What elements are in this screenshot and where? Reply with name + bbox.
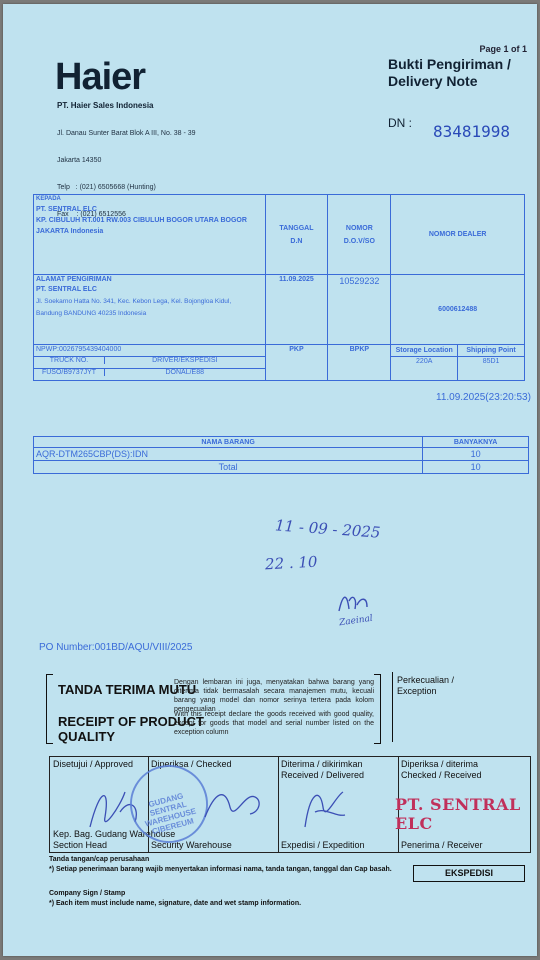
nomor-header bbox=[328, 195, 391, 275]
dealer-number: 6000612488 bbox=[391, 275, 525, 345]
info-table bbox=[33, 194, 525, 381]
left-bracket bbox=[46, 674, 53, 744]
receipt-title-id: TANDA TERIMA MUTU bbox=[58, 682, 197, 697]
driver-label: DRIVER/EKSPEDISI bbox=[152, 357, 218, 364]
total-label: Total bbox=[34, 461, 423, 474]
kepada-label: KEPADA bbox=[36, 196, 61, 202]
storage-location-value: 220A bbox=[391, 357, 458, 381]
checked-label: Diperiksa / Checked bbox=[151, 759, 232, 769]
handwritten-date-2: 22 . 10 bbox=[264, 552, 318, 574]
truck-label: TRUCK NO. bbox=[34, 357, 105, 364]
signature-area bbox=[49, 756, 531, 853]
total-value: 10 bbox=[423, 461, 529, 474]
shipping-cell bbox=[34, 275, 266, 345]
delivered-label: Diterima / dikirimkan Received / Delivered bbox=[281, 759, 365, 780]
recipient-city: JAKARTA Indonesia bbox=[36, 228, 104, 235]
shipping-name: PT. SENTRAL ELC bbox=[36, 286, 97, 293]
approved-label: Disetujui / Approved bbox=[53, 759, 134, 769]
document-title bbox=[388, 56, 511, 90]
company-name: PT. Haier Sales Indonesia bbox=[57, 101, 154, 110]
warehouse-stamp-text: GUDANG SENTRAL WAREHOUSE CIBEREUM bbox=[144, 791, 198, 837]
alamat-label: ALAMAT PENGIRIMAN bbox=[36, 276, 112, 283]
handwritten-name: Zaeinal bbox=[338, 613, 374, 629]
note-title-id: Tanda tangan/cap perusahaan bbox=[49, 856, 150, 863]
shipping-city: Bandung BANDUNG 40235 Indonesia bbox=[36, 310, 147, 317]
dn-value: 83481998 bbox=[433, 122, 511, 141]
signature-delivered-icon bbox=[295, 777, 355, 837]
truck-driver-value-row bbox=[34, 369, 265, 376]
delivered-footer: Expedisi / Expedition bbox=[281, 840, 365, 850]
recipient-cell bbox=[34, 195, 266, 275]
truck-driver-header bbox=[34, 357, 266, 369]
print-timestamp: 11.09.2025(23:20:53) bbox=[436, 392, 531, 403]
dn-label: DN : bbox=[388, 116, 412, 130]
brand-logo: Haier bbox=[55, 56, 146, 98]
dn-date: 11.09.2025 bbox=[265, 275, 328, 345]
receipt-text-en: With this receipt declare the goods received with good quality, except for goods that model and serial number listed on the exception column bbox=[174, 711, 374, 736]
col-quantity: BANYAKNYA bbox=[423, 437, 529, 448]
col-item-name: NAMA BARANG bbox=[34, 437, 423, 448]
address-line: Fax : (021) 6512556 bbox=[57, 211, 126, 218]
order-number: 10529232 bbox=[328, 275, 391, 345]
title-line: Delivery Note bbox=[388, 73, 478, 89]
title-line: Bukti Pengiriman / bbox=[388, 56, 511, 72]
receipt-title-en: RECEIPT OF PRODUCT bbox=[58, 714, 204, 729]
shipping-point-label: Shipping Point bbox=[458, 345, 525, 357]
pkp-label: PKP bbox=[265, 345, 328, 381]
signature-checked-icon bbox=[200, 772, 270, 832]
right-bracket bbox=[374, 674, 381, 744]
recipient-address: KP. CIBULUH RT.001 RW.003 CIBULUH BOGOR UTARA BOGOR bbox=[36, 217, 247, 224]
tanggal-header bbox=[265, 195, 328, 275]
driver-value: DONAL/E88 bbox=[165, 369, 205, 376]
page-number: Page 1 of 1 bbox=[479, 44, 527, 54]
recipient-name: PT. SENTRAL ELC bbox=[36, 206, 97, 213]
tanggal-sub: D.N bbox=[290, 237, 303, 245]
address-line: Jakarta 14350 bbox=[57, 157, 102, 164]
approved-footer: Kep. Bag. Gudang Warehouse Section Head bbox=[53, 829, 176, 850]
note-title-en: Company Sign / Stamp bbox=[49, 890, 126, 897]
received-footer: Penerima / Receiver bbox=[401, 840, 483, 850]
handwritten-date: 11 - 09 - 2025 bbox=[274, 516, 382, 542]
po-number: PO Number:001BD/AQU/VIII/2025 bbox=[39, 642, 193, 653]
shipping-address: Jl. Soekarno Hatta No. 341, Kec. Kebon Lega, Kel. Bojongloa Kidul, bbox=[36, 298, 232, 305]
received-label: Diperiksa / diterima Checked / Received bbox=[401, 759, 482, 780]
company-stamp: PT. SENTRAL ELC bbox=[395, 795, 521, 833]
checked-footer: Security Warehouse bbox=[151, 840, 232, 850]
receipt-text-id: Dengan lembaran ini juga, menyatakan bahwa barang yang diterima tidak bermasalah secara manajemen mutu, kecuali barang yang model dan nomor serinya tertera pada kolom pengecualian bbox=[174, 679, 374, 713]
delivery-note-page bbox=[3, 4, 537, 956]
receipt-title-en-2: QUALITY bbox=[58, 729, 116, 744]
item-name: AQR-DTM265CBP(DS):IDN bbox=[34, 448, 423, 461]
nomor-label: NOMOR bbox=[345, 224, 373, 232]
ekspedisi-box: EKSPEDISI bbox=[413, 865, 525, 882]
nomor-sub: D.O.V/SO bbox=[343, 237, 375, 245]
note-text-id: *) Setiap penerimaan barang wajib menyertakan informasi nama, tanda tangan, tanggal dan Cap basah. bbox=[49, 866, 392, 873]
npwp: NPWP:0026795439404000 bbox=[34, 345, 266, 357]
truck-driver-row bbox=[34, 357, 265, 364]
bpkp-label: BPKP bbox=[328, 345, 391, 381]
storage-location-label: Storage Location bbox=[391, 345, 458, 357]
item-quantity: 10 bbox=[423, 448, 529, 461]
dealer-header: NOMOR DEALER bbox=[391, 195, 525, 275]
tanggal-label: TANGGAL bbox=[279, 224, 314, 232]
items-table bbox=[33, 436, 529, 474]
truck-driver-values bbox=[34, 369, 266, 381]
exception-label: Perkecualian / Exception bbox=[397, 675, 455, 696]
address-line: Jl. Danau Sunter Barat Blok A III, No. 38 - 39 bbox=[57, 130, 196, 137]
quality-receipt-block bbox=[46, 674, 381, 742]
address-line: Telp : (021) 6505668 (Hunting) bbox=[57, 184, 156, 191]
note-text-en: *) Each item must include name, signature, date and wet stamp information. bbox=[49, 900, 302, 907]
exception-box bbox=[392, 672, 529, 742]
handwritten-initial-icon bbox=[333, 589, 373, 617]
truck-value: FUSO/B9737JYT bbox=[34, 369, 105, 376]
shipping-point-value: 85D1 bbox=[458, 357, 525, 381]
